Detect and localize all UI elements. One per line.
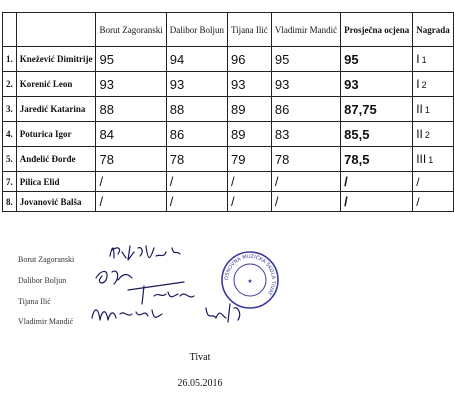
judge-score: 96 [227, 47, 271, 72]
judge-score: / [271, 192, 340, 212]
judge-score: / [271, 172, 340, 192]
average-score: 78,5 [341, 147, 413, 172]
table-row [3, 72, 454, 97]
student-name: Anđelić Đorđe [16, 147, 96, 172]
judge-score: 86 [271, 97, 340, 122]
table-row [3, 147, 454, 172]
judge-score: 93 [166, 72, 227, 97]
award-rank: 1 [421, 55, 427, 65]
judge-score: / [166, 192, 227, 212]
row-number: 5. [3, 147, 17, 172]
student-name: Knežević Dimitrije [16, 47, 96, 72]
judge-score: 86 [166, 122, 227, 147]
header-judge-1: Borut Zagoranski [96, 13, 166, 47]
table-row [3, 47, 454, 72]
judge-score: 95 [96, 47, 166, 72]
results-table [2, 12, 454, 212]
judge-score: 93 [96, 72, 166, 97]
average-score: 85,5 [341, 122, 413, 147]
table-row [3, 97, 454, 122]
award-cell [413, 72, 454, 97]
signatory-label: Tijana Ilić [18, 297, 51, 306]
award-level: II [416, 127, 423, 141]
award-rank: 2 [421, 80, 427, 90]
award-cell [413, 172, 454, 192]
svg-text:OSNOVNA MUZIČKA ŠKOLA TIVAT: OSNOVNA MUZIČKA ŠKOLA TIVAT [223, 253, 277, 296]
student-name: Pilica Elid [16, 172, 96, 192]
judge-score: 93 [271, 72, 340, 97]
judge-score: 78 [166, 147, 227, 172]
row-number: 8. [3, 192, 17, 212]
header-judge-3: Tijana Ilić [227, 13, 271, 47]
table-row [3, 192, 454, 212]
row-number: 1. [3, 47, 17, 72]
award-cell [413, 97, 454, 122]
judge-score: 95 [271, 47, 340, 72]
judge-score: 89 [227, 97, 271, 122]
award-level: I [416, 77, 420, 91]
header-judge-4: Vladimir Mandić [271, 13, 340, 47]
judge-score: 94 [166, 47, 227, 72]
signatory-label: Vladimir Mandić [18, 317, 74, 326]
judge-score: 93 [227, 72, 271, 97]
award-level: / [416, 174, 420, 189]
award-rank: 2 [424, 130, 430, 140]
date: 26.05.2016 [177, 378, 223, 389]
average-score: 95 [341, 47, 413, 72]
judge-score: 84 [96, 122, 166, 147]
signatory-label: Dalibor Boljun [18, 276, 67, 285]
header-judge-2: Dalibor Boljun [166, 13, 227, 47]
award-level: III [416, 152, 427, 166]
award-rank: 1 [424, 105, 430, 115]
student-name: Korenić Leon [16, 72, 96, 97]
award-cell [413, 122, 454, 147]
award-level: / [416, 194, 420, 209]
award-level: II [416, 102, 423, 116]
student-name: Jovanović Balša [16, 192, 96, 212]
judge-score: 89 [227, 122, 271, 147]
judge-score: / [227, 172, 271, 192]
place: Tivat [189, 352, 211, 363]
average-score: / [341, 192, 413, 212]
judge-score: 88 [96, 97, 166, 122]
judge-score: 78 [271, 147, 340, 172]
award-level: I [416, 52, 420, 66]
header-name [16, 13, 96, 47]
student-name: Jaredić Katarina [16, 97, 96, 122]
judge-score: 79 [227, 147, 271, 172]
judge-score: 88 [166, 97, 227, 122]
header-award: Nagrada [413, 13, 454, 47]
average-score: 87,75 [341, 97, 413, 122]
judge-score: 83 [271, 122, 340, 147]
judge-score: / [96, 172, 166, 192]
table-row [3, 172, 454, 192]
row-number: 2. [3, 72, 17, 97]
row-number: 7. [3, 172, 17, 192]
average-score: / [341, 172, 413, 192]
table-row [3, 122, 454, 147]
row-number: 4. [3, 122, 17, 147]
judge-score: / [166, 172, 227, 192]
school-stamp [220, 250, 280, 310]
signatory-label: Borut Zagoranski [18, 255, 75, 264]
judge-score: / [227, 192, 271, 212]
judge-score: 78 [96, 147, 166, 172]
svg-text:★: ★ [247, 278, 253, 285]
award-cell [413, 147, 454, 172]
row-number: 3. [3, 97, 17, 122]
award-cell [413, 192, 454, 212]
header-average: Prosječna ocjena [341, 13, 413, 47]
award-rank: 1 [428, 155, 434, 165]
judge-score: / [96, 192, 166, 212]
award-cell [413, 47, 454, 72]
student-name: Poturica Igor [16, 122, 96, 147]
average-score: 93 [341, 72, 413, 97]
header-number [3, 13, 17, 47]
header-row [3, 13, 454, 47]
